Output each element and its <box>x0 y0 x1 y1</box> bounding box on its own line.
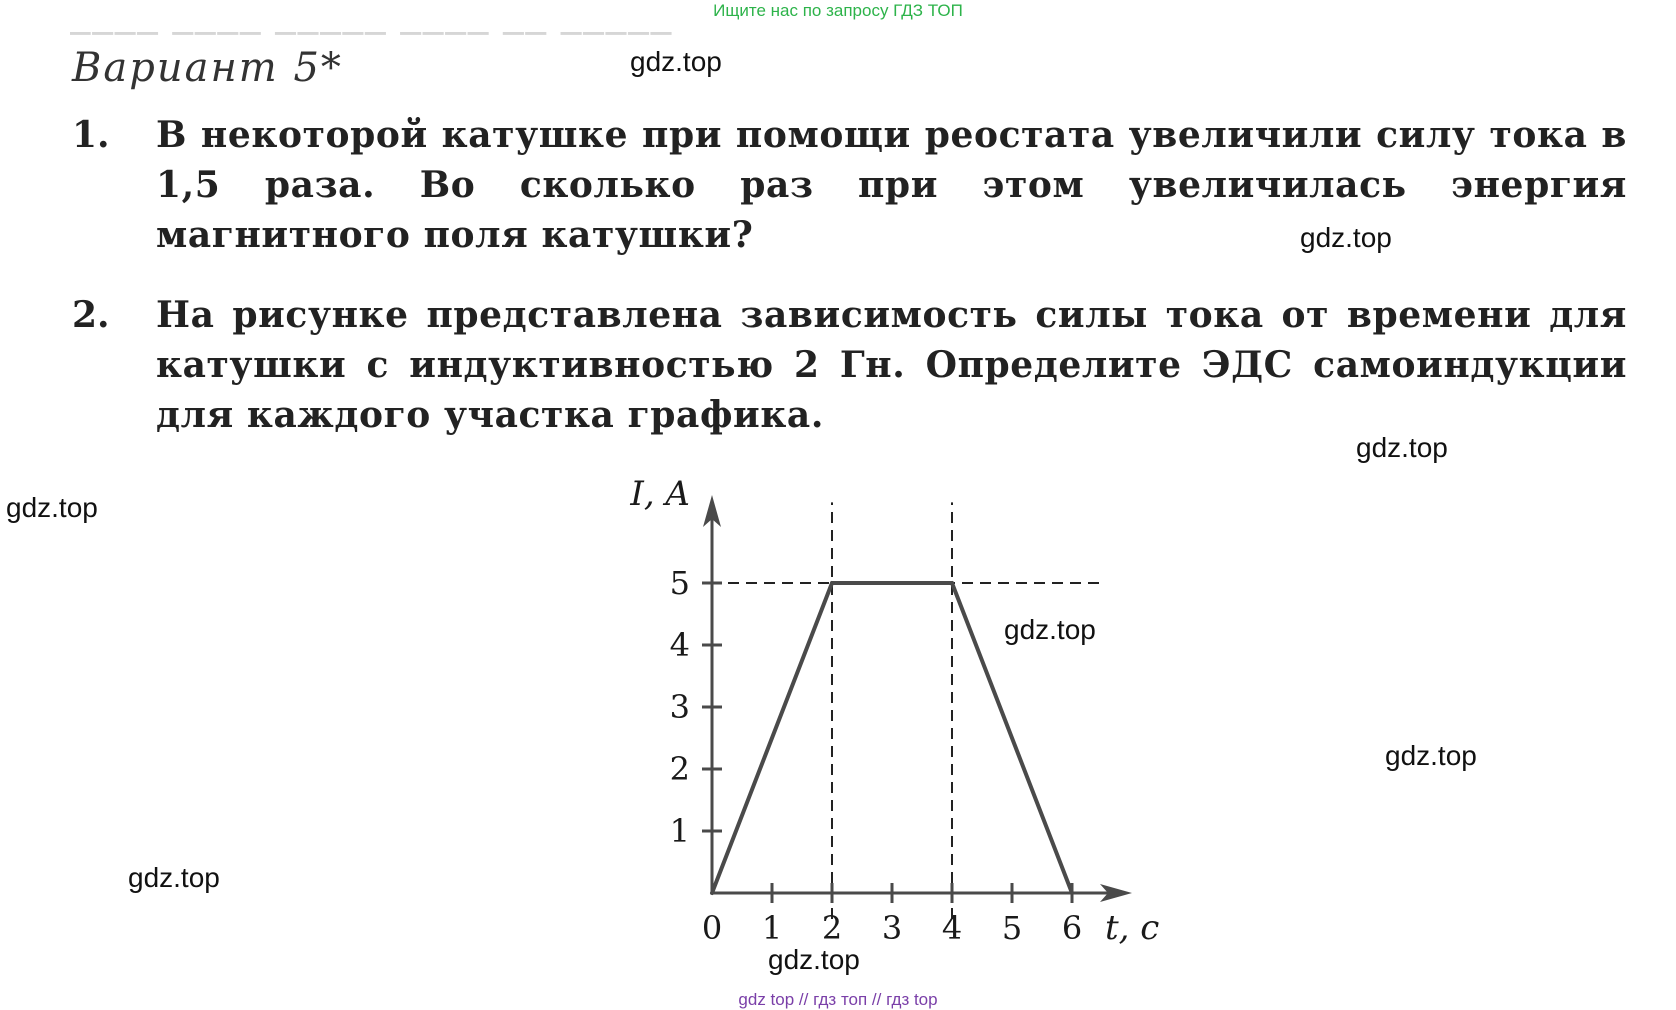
search-banner: Ищите нас по запросу ГДЗ ТОП <box>713 1 963 20</box>
watermark: gdz.top <box>128 862 220 893</box>
watermark: gdz.top <box>1356 432 1448 463</box>
x-tick-label: 6 <box>1061 909 1083 947</box>
x-tick-label: 5 <box>1001 909 1023 947</box>
x-tick-label: 2 <box>821 909 843 947</box>
data-segment <box>712 583 832 893</box>
y-tick-label: 5 <box>669 564 690 602</box>
x-axis-label: t, c <box>1105 908 1160 948</box>
x-tick-label: 0 <box>701 909 723 947</box>
y-tick-label: 2 <box>669 750 690 788</box>
watermark: gdz.top <box>1300 222 1392 253</box>
x-tick-label: 3 <box>881 909 903 947</box>
watermark: gdz.top <box>6 492 98 523</box>
y-axis-label: I, A <box>630 474 690 514</box>
y-tick-label: 3 <box>669 688 690 726</box>
data-point <box>1071 892 1074 895</box>
task-text: На рисунке представлена зависимость силы тока от времени для катушки с индуктивностью 2 Гн. Определите ЭДС самоиндукции для каждого участка графика. <box>156 294 1627 436</box>
task-text: В некоторой катушке при помощи реостата увеличили силу тока в 1,5 раза. Во сколько раз при этом увеличилась энергия магнитного поля катушки? <box>156 114 1627 256</box>
task-number: 2. <box>72 294 110 336</box>
variant-title: Вариант 5* <box>72 45 343 91</box>
watermark: gdz.top <box>768 944 860 975</box>
watermark: gdz.top <box>1385 740 1477 771</box>
data-point <box>951 582 954 585</box>
watermark: gdz.top <box>630 46 722 77</box>
footer-links: gdz top // гдз топ // гдз top <box>738 990 938 1009</box>
task-number: 1. <box>72 114 110 156</box>
y-tick-label: 4 <box>669 626 690 664</box>
watermark: gdz.top <box>1004 614 1096 645</box>
data-point <box>831 582 834 585</box>
x-tick-label: 4 <box>941 909 963 947</box>
y-tick-label: 1 <box>669 812 690 850</box>
bleed-through-text: ──── ──── ───── ──── ── ───── <box>70 14 674 54</box>
x-tick-label: 1 <box>761 909 783 947</box>
data-point <box>711 892 714 895</box>
